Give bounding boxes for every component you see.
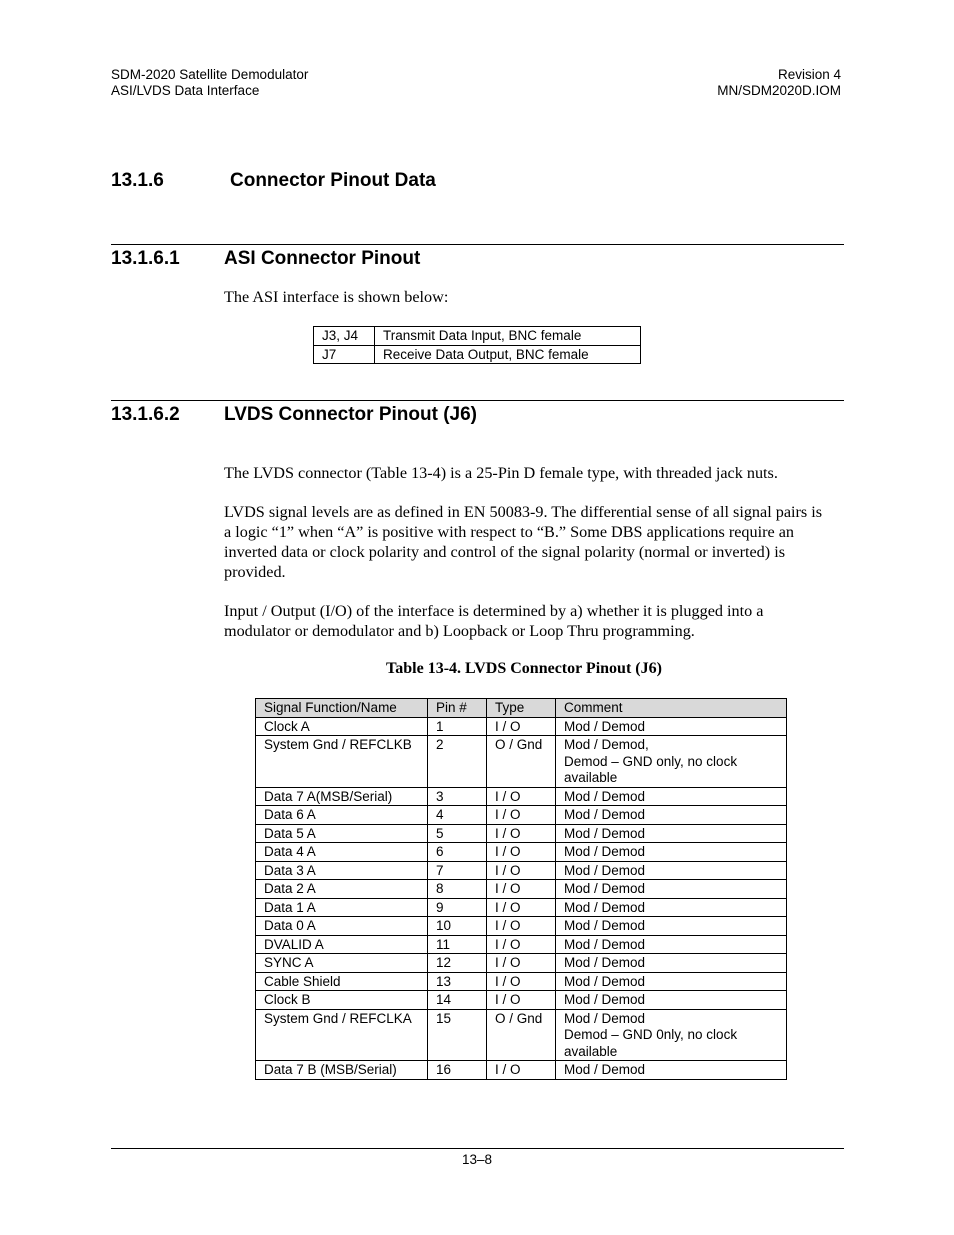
comment-cell [556, 972, 787, 991]
header-product: SDM-2020 Satellite Demodulator [111, 67, 309, 82]
signal-cell: Data 5 A [256, 824, 428, 843]
comment-cell [556, 898, 787, 917]
type-cell: I / O [487, 917, 556, 936]
signal-cell: System Gnd / REFCLKB [256, 736, 428, 788]
pin-cell: 5 [428, 824, 487, 843]
type-cell: I / O [487, 717, 556, 736]
signal-cell: DVALID A [256, 935, 428, 954]
pin-cell: 15 [428, 1009, 487, 1061]
lvds-pinout-table [255, 698, 787, 1080]
signal-cell: Clock B [256, 991, 428, 1010]
type-cell: I / O [487, 787, 556, 806]
pin-cell: 8 [428, 880, 487, 899]
table-row [256, 991, 787, 1010]
section-title: LVDS Connector Pinout (J6) [224, 404, 477, 425]
type-cell: I / O [487, 954, 556, 973]
type-cell: I / O [487, 935, 556, 954]
comment-cell [556, 717, 787, 736]
table-row [314, 327, 641, 346]
column-header-pin: Pin # [428, 699, 487, 718]
running-header-right [717, 67, 841, 99]
comment-cell [556, 954, 787, 973]
table-header-row [256, 699, 787, 718]
table-row [256, 954, 787, 973]
comment-line: Mod / Demod [564, 918, 646, 933]
table-row [256, 843, 787, 862]
section-heading-asi [111, 248, 420, 270]
table-caption: Table 13-4. LVDS Connector Pinout (J6) [386, 660, 662, 677]
pin-cell: 3 [428, 787, 487, 806]
section-heading-lvds [111, 404, 477, 426]
signal-cell: Data 0 A [256, 917, 428, 936]
column-header-comment: Comment [556, 699, 787, 718]
table-row [256, 824, 787, 843]
comment-line: Mod / Demod [564, 992, 646, 1007]
signal-cell: Data 1 A [256, 898, 428, 917]
type-cell: I / O [487, 991, 556, 1010]
section-rule [111, 244, 844, 245]
type-cell: I / O [487, 861, 556, 880]
comment-cell [556, 917, 787, 936]
comment-line: Mod / Demod [564, 1062, 646, 1077]
type-cell: I / O [487, 1061, 556, 1080]
comment-line: Mod / Demod [564, 881, 646, 896]
pin-cell: 14 [428, 991, 487, 1010]
signal-cell: Data 2 A [256, 880, 428, 899]
type-cell: I / O [487, 806, 556, 825]
table-row [256, 736, 787, 788]
lvds-paragraph-1: The LVDS connector (Table 13-4) is a 25-Pin D female type, with threaded jack nuts. [224, 464, 778, 482]
table-row [256, 787, 787, 806]
description-cell: Transmit Data Input, BNC female [375, 327, 641, 346]
comment-line: Mod / Demod [564, 718, 646, 734]
comment-cell [556, 935, 787, 954]
comment-line: Mod / Demod [564, 955, 646, 970]
comment-line: Mod / Demod [564, 973, 646, 989]
pin-cell: 7 [428, 861, 487, 880]
table-row [256, 1061, 787, 1080]
comment-line: Mod / Demod [564, 844, 646, 859]
header-revision: Revision 4 [777, 67, 841, 82]
table-row [256, 806, 787, 825]
comment-cell [556, 991, 787, 1010]
comment-line: available [564, 770, 618, 785]
pin-cell: 1 [428, 717, 487, 736]
signal-cell: Data 7 A(MSB/Serial) [256, 787, 428, 806]
table-row [314, 345, 641, 364]
type-cell: I / O [487, 824, 556, 843]
table-row [256, 1009, 787, 1061]
signal-cell: Clock A [256, 717, 428, 736]
table-row [256, 880, 787, 899]
signal-cell: Data 4 A [256, 843, 428, 862]
header-doc-id: MN/SDM2020D.IOM [717, 83, 841, 98]
lvds-paragraph-2: LVDS signal levels are as defined in EN 50083-9. The differential sense of all signal pairs is a logic “1” when “A” is positive with respect to “B.” Some DBS applications require an inverted data or clock polarity and control of the signal polarity (normal or inverted) is provided. [224, 503, 823, 581]
column-header-type: Type [487, 699, 556, 718]
comment-line: Mod / Demod [564, 825, 646, 841]
header-chapter: ASI/LVDS Data Interface [111, 83, 260, 98]
section-number: 13.1.6 [111, 170, 164, 191]
comment-cell [556, 1009, 787, 1061]
signal-cell: Cable Shield [256, 972, 428, 991]
comment-line: Mod / Demod [564, 788, 646, 804]
column-header-signal: Signal Function/Name [256, 699, 428, 718]
pin-cell: 9 [428, 898, 487, 917]
signal-cell: System Gnd / REFCLKA [256, 1009, 428, 1061]
comment-cell [556, 806, 787, 825]
pin-cell: 13 [428, 972, 487, 991]
section-number: 13.1.6.1 [111, 248, 180, 269]
signal-cell: Data 6 A [256, 806, 428, 825]
type-cell: O / Gnd [487, 1009, 556, 1061]
comment-cell [556, 787, 787, 806]
comment-cell [556, 1061, 787, 1080]
comment-line: Demod – GND only, no clock [564, 753, 738, 769]
comment-cell [556, 843, 787, 862]
type-cell: I / O [487, 880, 556, 899]
asi-intro-text: The ASI interface is shown below: [224, 288, 449, 306]
connector-cell: J7 [314, 345, 375, 364]
comment-line: Mod / Demod [564, 936, 646, 952]
pin-cell: 2 [428, 736, 487, 788]
signal-cell: SYNC A [256, 954, 428, 973]
pin-cell: 4 [428, 806, 487, 825]
comment-line: Mod / Demod [564, 1010, 646, 1026]
table-row [256, 935, 787, 954]
signal-cell: Data 3 A [256, 861, 428, 880]
comment-line: Mod / Demod [564, 899, 646, 915]
signal-cell: Data 7 B (MSB/Serial) [256, 1061, 428, 1080]
section-number: 13.1.6.2 [111, 404, 180, 425]
type-cell: O / Gnd [487, 736, 556, 788]
comment-cell [556, 880, 787, 899]
section-rule [111, 400, 844, 401]
pin-cell: 10 [428, 917, 487, 936]
section-title: Connector Pinout Data [230, 170, 436, 191]
asi-connector-table [313, 326, 641, 364]
lvds-paragraph-3: Input / Output (I/O) of the interface is determined by a) whether it is plugged into a modulator or demodulator and b) Loopback or Loop Thru programming. [224, 602, 764, 640]
table-row [256, 972, 787, 991]
comment-cell [556, 736, 787, 788]
table-row [256, 898, 787, 917]
comment-line: Mod / Demod, [564, 737, 649, 752]
pin-cell: 16 [428, 1061, 487, 1080]
comment-line: Mod / Demod [564, 807, 646, 822]
comment-cell [556, 824, 787, 843]
connector-cell: J3, J4 [314, 327, 375, 346]
description-cell: Receive Data Output, BNC female [375, 345, 641, 364]
footer-rule [111, 1148, 844, 1149]
section-heading-main [111, 170, 436, 192]
table-row [256, 717, 787, 736]
type-cell: I / O [487, 972, 556, 991]
type-cell: I / O [487, 898, 556, 917]
comment-line: available [564, 1043, 618, 1059]
type-cell: I / O [487, 843, 556, 862]
comment-line: Demod – GND 0nly, no clock [564, 1027, 738, 1042]
comment-line: Mod / Demod [564, 862, 646, 878]
pin-cell: 11 [428, 935, 487, 954]
table-row [256, 861, 787, 880]
pin-cell: 12 [428, 954, 487, 973]
comment-cell [556, 861, 787, 880]
running-header-left [111, 67, 308, 99]
page-number: 13–8 [461, 1152, 493, 1167]
pin-cell: 6 [428, 843, 487, 862]
table-row [256, 917, 787, 936]
section-title: ASI Connector Pinout [224, 248, 421, 269]
